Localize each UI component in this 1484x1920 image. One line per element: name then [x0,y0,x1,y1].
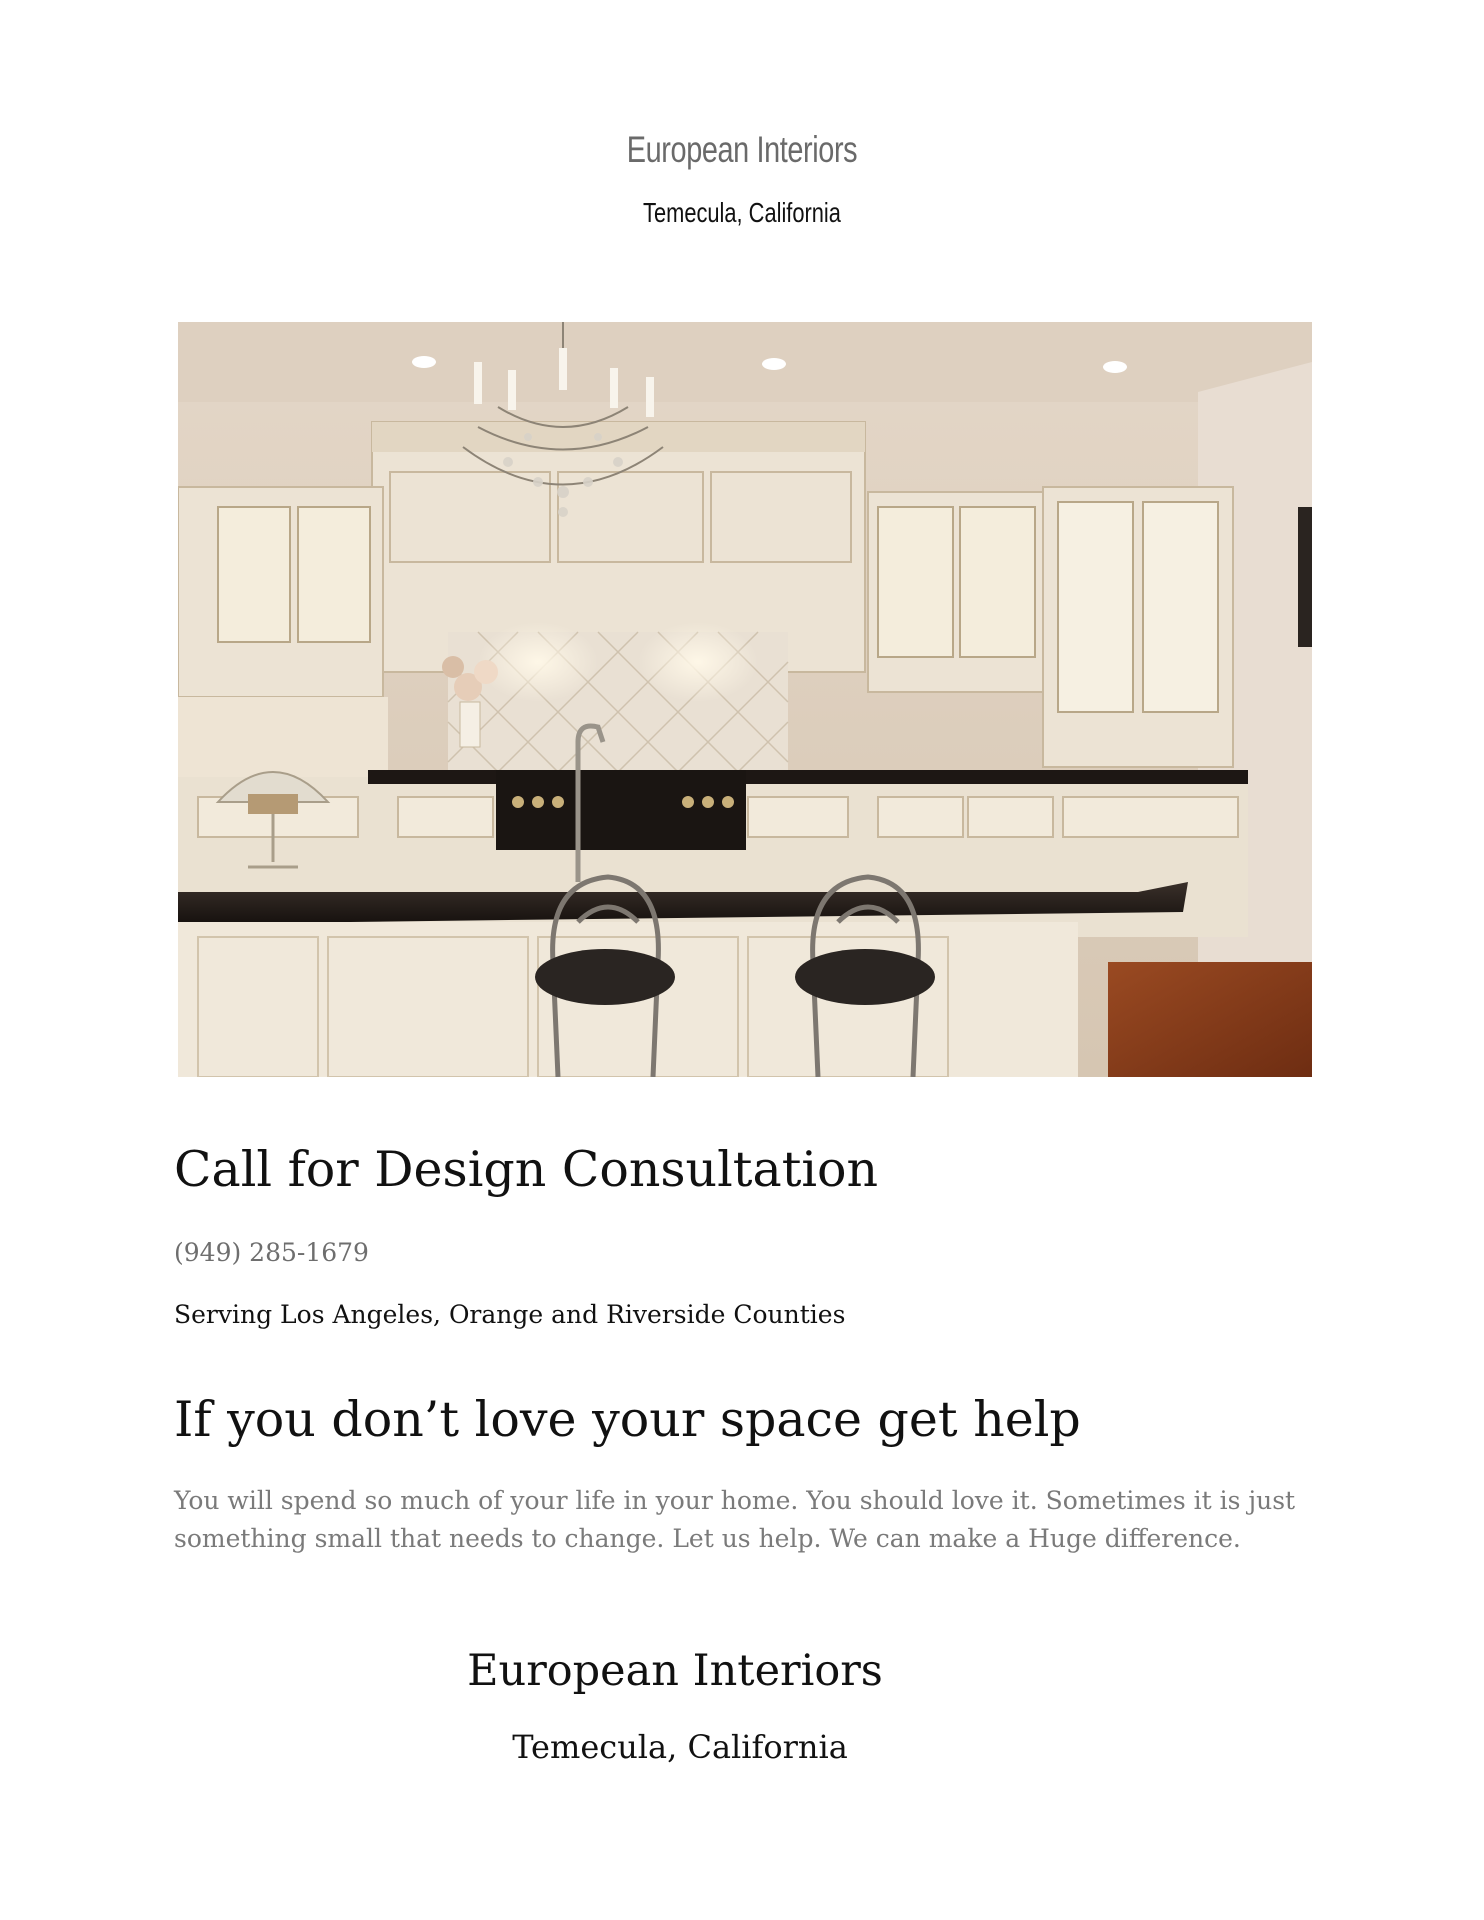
service-area-text: Serving Los Angeles, Orange and Riverside Counties [174,1300,846,1329]
site-tagline: Temecula, California [643,197,841,228]
phone-link[interactable]: (949) 285-1679 [174,1238,369,1267]
hero-kitchen-image [178,322,1312,1077]
footer-title: European Interiors [467,1646,883,1696]
pitch-body: You will spend so much of your life in your home. You should love it. Sometimes it is just something small that needs to change. Let us help. We can make a Huge difference. [174,1486,1296,1553]
pitch-heading: If you don’t love your space get help [174,1391,1081,1448]
footer-tagline: Temecula, California [512,1728,848,1766]
site-title[interactable]: European Interiors [626,129,858,170]
kitchen-photo [178,322,1312,1077]
consultation-heading: Call for Design Consultation [174,1141,879,1198]
